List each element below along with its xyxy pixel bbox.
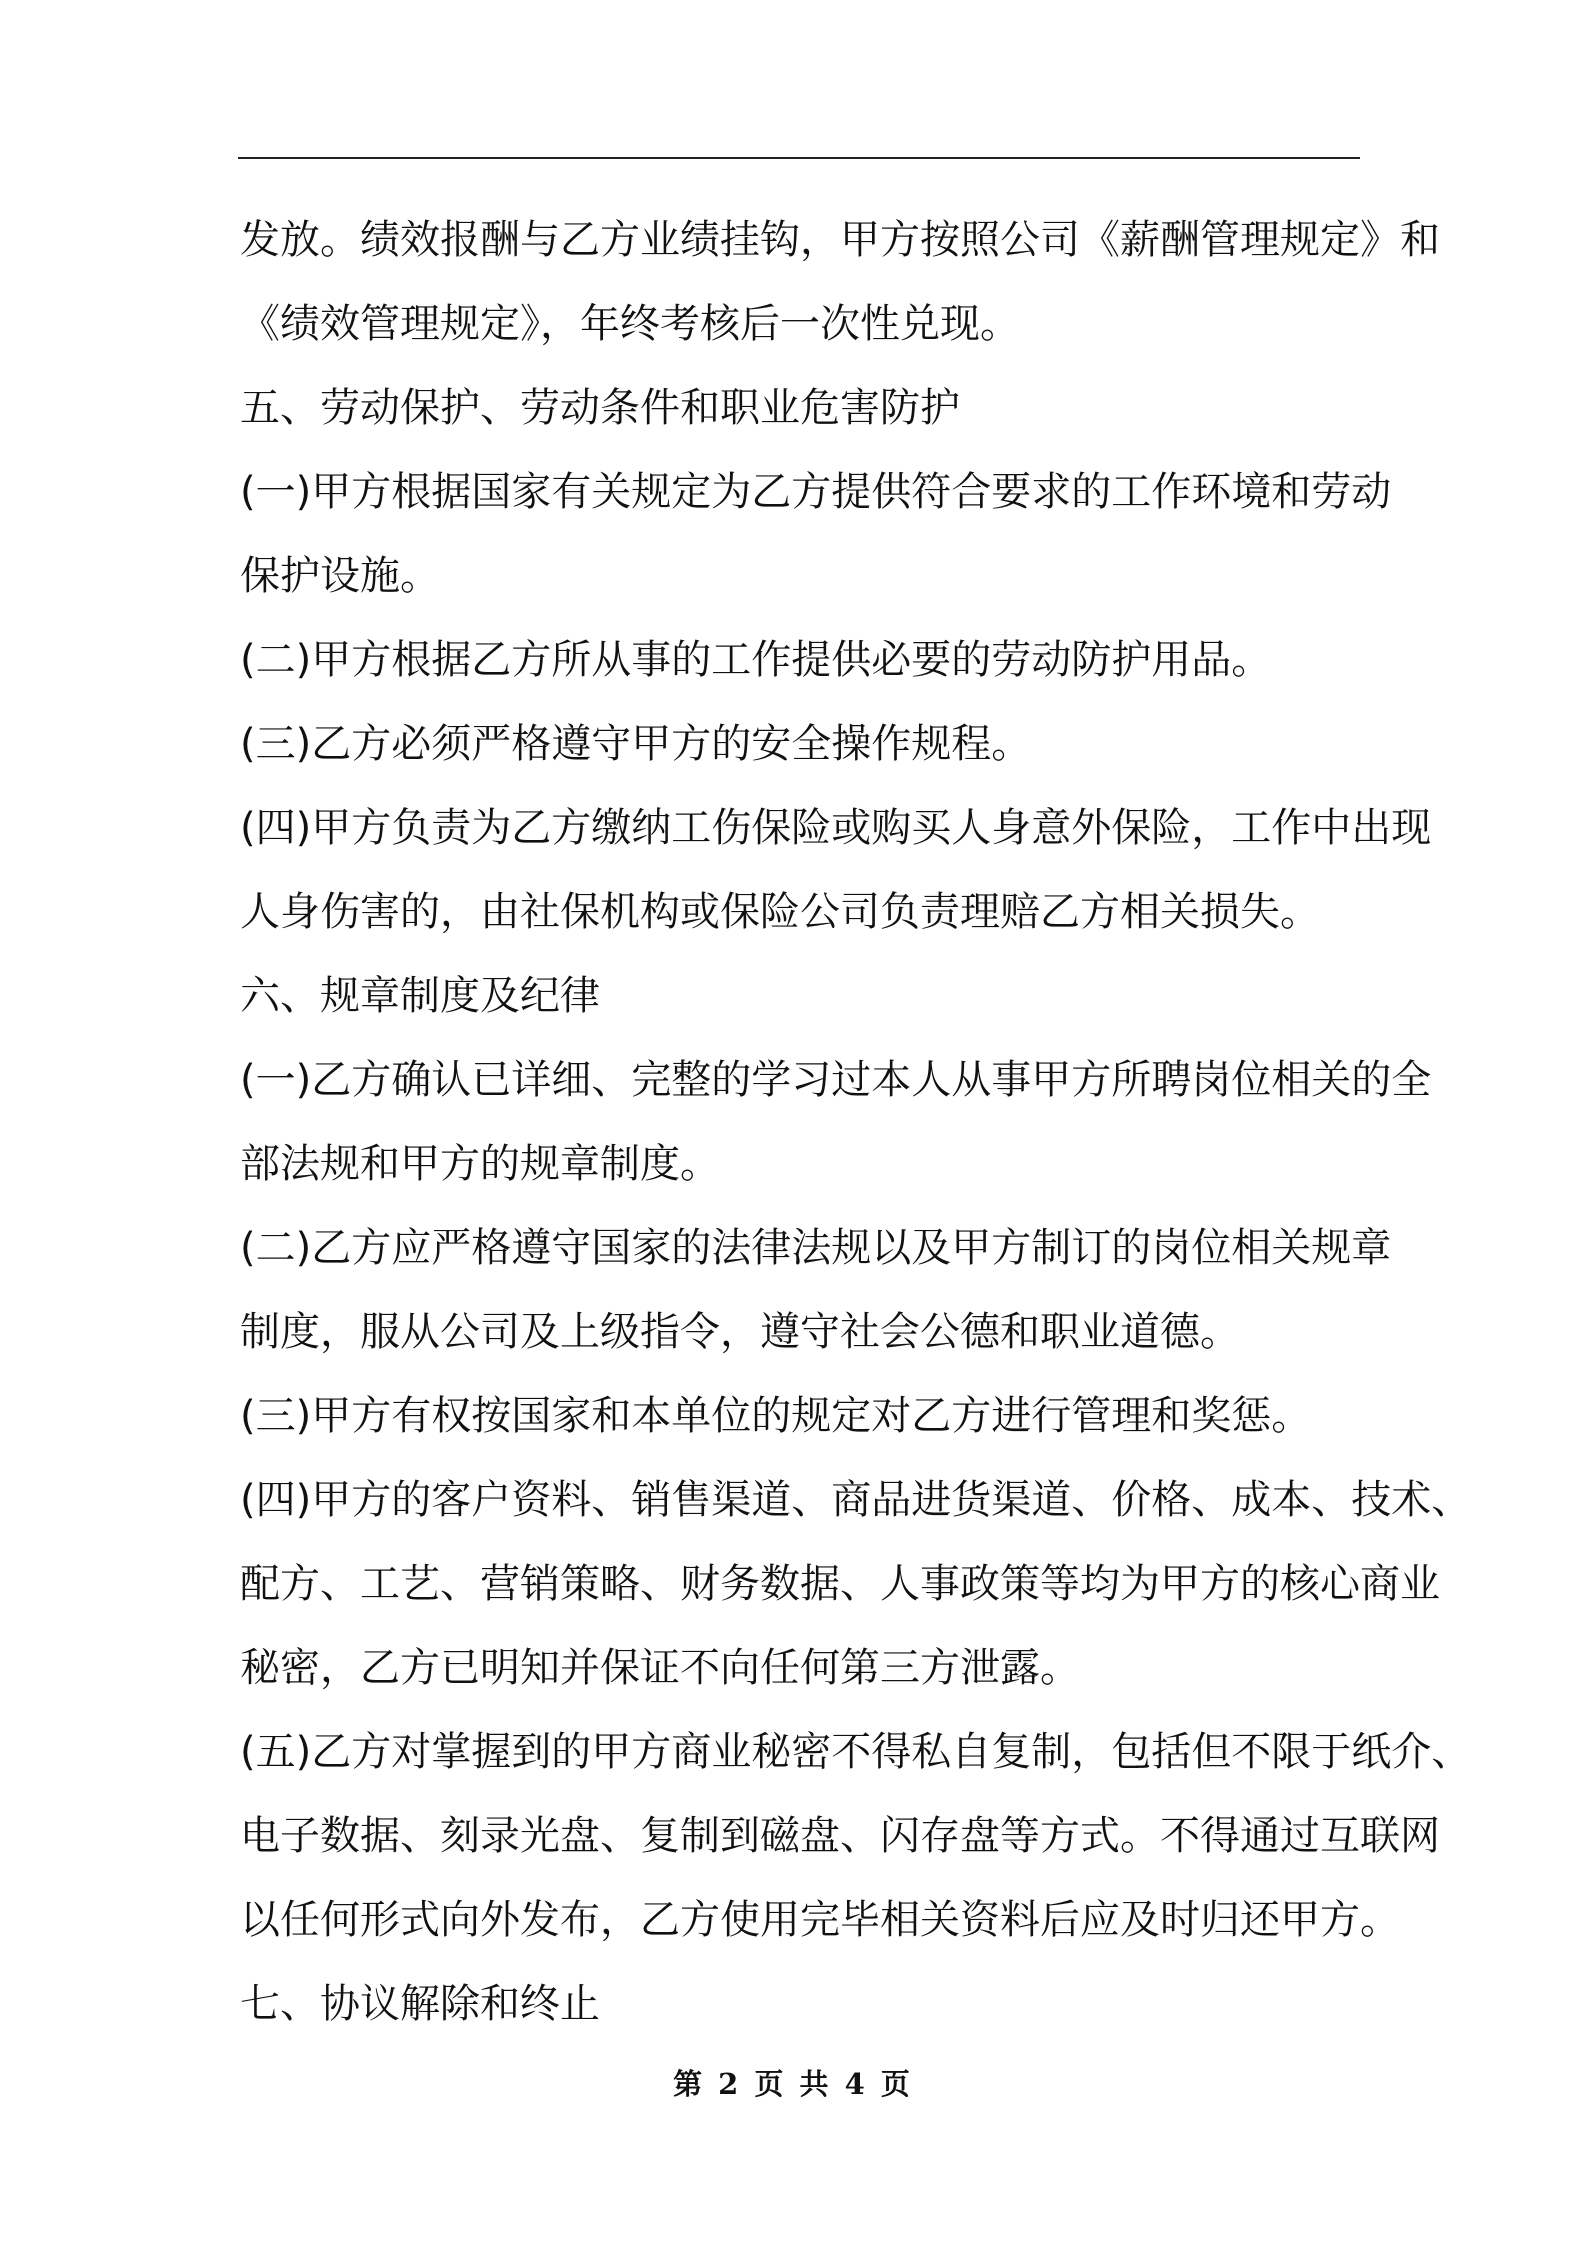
text-line: 部法规和甲方的规章制度。 [240, 1141, 720, 1187]
text-line: (一)乙方确认已详细、完整的学习过本人从事甲方所聘岗位相关的全 [240, 1057, 1432, 1103]
text-line: 人身伤害的，由社保机构或保险公司负责理赔乙方相关损失。 [240, 889, 1320, 935]
text-line: (一)甲方根据国家有关规定为乙方提供符合要求的工作环境和劳动 [240, 469, 1392, 515]
text-line: (四)甲方负责为乙方缴纳工伤保险或购买人身意外保险，工作中出现 [240, 805, 1432, 851]
text-line: (三)甲方有权按国家和本单位的规定对乙方进行管理和奖惩。 [240, 1393, 1312, 1439]
section-heading: 六、规章制度及纪律 [240, 973, 600, 1019]
text-line: (四)甲方的客户资料、销售渠道、商品进货渠道、价格、成本、技术、 [240, 1477, 1472, 1523]
text-line: 秘密，乙方已明知并保证不向任何第三方泄露。 [240, 1645, 1080, 1691]
text-line: (二)甲方根据乙方所从事的工作提供必要的劳动防护用品。 [240, 637, 1272, 683]
page-number: 第 2 页 共 4 页 [673, 2067, 913, 2101]
text-line: 制度，服从公司及上级指令，遵守社会公德和职业道德。 [240, 1309, 1240, 1355]
text-line: 发放。绩效报酬与乙方业绩挂钩，甲方按照公司《薪酬管理规定》和 [240, 217, 1440, 263]
text-line: 保护设施。 [240, 553, 440, 599]
text-line: (五)乙方对掌握到的甲方商业秘密不得私自复制，包括但不限于纸介、 [240, 1729, 1472, 1775]
text-line: 电子数据、刻录光盘、复制到磁盘、闪存盘等方式。不得通过互联网 [240, 1813, 1440, 1859]
text-line: 《绩效管理规定》，年终考核后一次性兑现。 [240, 301, 1020, 347]
document-body [240, 198, 1472, 2046]
section-heading: 五、劳动保护、劳动条件和职业危害防护 [240, 385, 960, 431]
text-line: 以任何形式向外发布，乙方使用完毕相关资料后应及时归还甲方。 [240, 1897, 1400, 1943]
text-line: (二)乙方应严格遵守国家的法律法规以及甲方制订的岗位相关规章 [240, 1225, 1392, 1271]
header-divider [238, 157, 1360, 159]
text-line: (三)乙方必须严格遵守甲方的安全操作规程。 [240, 721, 1032, 767]
text-line: 配方、工艺、营销策略、财务数据、人事政策等均为甲方的核心商业 [240, 1561, 1440, 1607]
section-heading: 七、协议解除和终止 [240, 1981, 600, 2027]
